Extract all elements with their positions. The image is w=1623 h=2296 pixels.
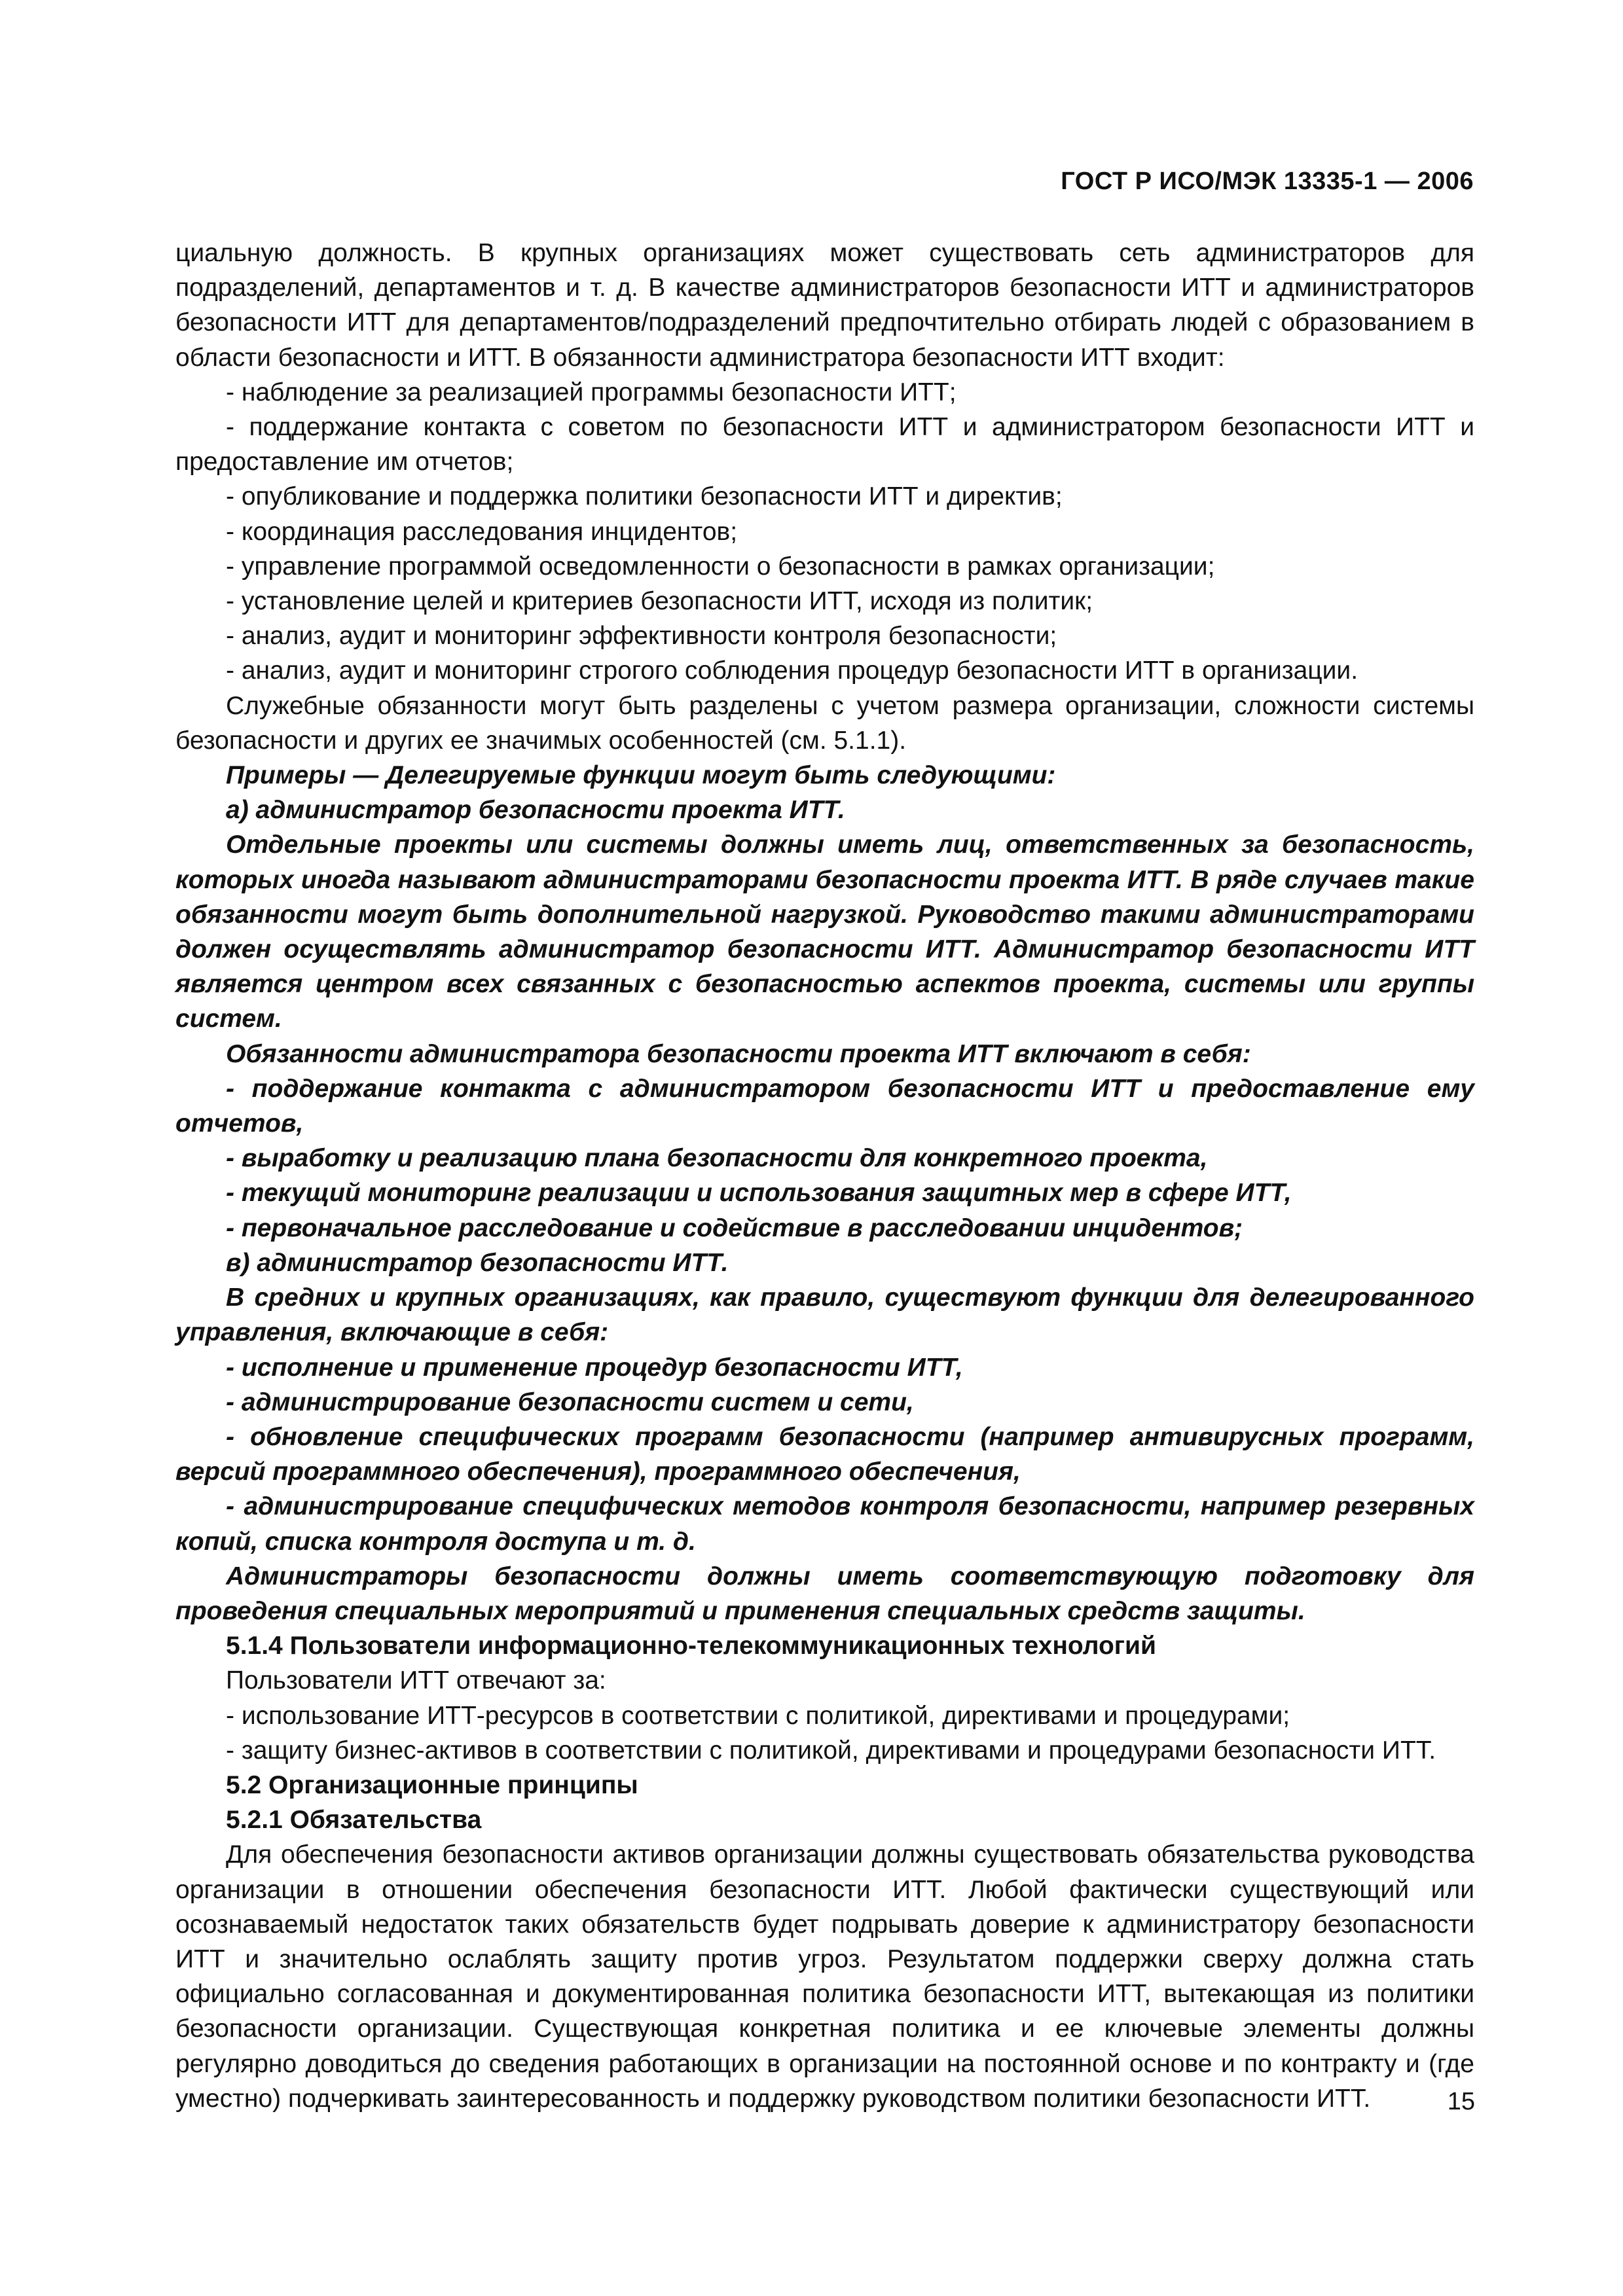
example-list-item: - исполнение и применение процедур безопасности ИТТ, — [226, 1353, 963, 1382]
example-paragraph: Обязанности администратора безопасности проекта ИТТ включают в себя: — [226, 1039, 1251, 1068]
example-item: в) администратор безопасности ИТТ. — [226, 1248, 729, 1277]
example-paragraph: В средних и крупных организациях, как правило, существуют функции для делегированного управления, включающие в себя: — [175, 1283, 1474, 1347]
example-list-item: - текущий мониторинг реализации и использования защитных мер в сфере ИТТ, — [226, 1179, 1292, 1208]
section-heading: 5.2 Организационные принципы — [226, 1770, 638, 1799]
example-list-item: - обновление специфических программ безопасности (например антивирусных программ, версий программного обеспечения), программного обеспечения, — [175, 1422, 1474, 1486]
example-paragraph: Администраторы безопасности должны иметь соответствующую подготовку для проведения специальных мероприятий и применения специальных средств защиты. — [175, 1562, 1474, 1625]
list-item: - опубликование и поддержка политики безопасности ИТТ и директив; — [226, 482, 1063, 511]
list-item: - установление целей и критериев безопасности ИТТ, исходя из политик; — [226, 587, 1093, 616]
document-body — [175, 236, 1474, 2116]
example-paragraph: Отдельные проекты или системы должны иметь лиц, ответственных за безопасность, которых иногда называют администраторами безопасности проекта ИТТ. В ряде случаев такие обязанности могут быть дополнительной нагрузкой. Руководство такими администраторами должен осуществлять администратор безопасности ИТТ. Администратор безопасности ИТТ является центром всех связанных с безопасностью аспектов проекта, системы или группы систем. — [175, 831, 1474, 1033]
example-list-item: - администрирование специфических методов контроля безопасности, например резервных копий, списка контроля доступа и т. д. — [175, 1492, 1474, 1556]
document-header: ГОСТ Р ИСО/МЭК 13335-1 — 2006 — [1061, 168, 1474, 195]
list-item: - поддержание контакта с советом по безопасности ИТТ и администратором безопасности ИТТ и предоставление им отчетов; — [175, 413, 1474, 476]
example-list-item: - первоначальное расследование и содействие в расследовании инцидентов; — [226, 1213, 1243, 1242]
example-heading: Примеры — Делегируемые функции могут быть следующими: — [226, 761, 1056, 790]
list-item: - использование ИТТ-ресурсов в соответствии с политикой, директивами и процедурами; — [226, 1701, 1290, 1730]
section-heading: 5.2.1 Обязательства — [226, 1806, 482, 1835]
example-list-item: - выработку и реализацию плана безопасности для конкретного проекта, — [226, 1144, 1208, 1173]
list-item: - анализ, аудит и мониторинг эффективности контроля безопасности; — [226, 622, 1057, 651]
paragraph: Пользователи ИТТ отвечают за: — [226, 1666, 606, 1695]
list-item: - анализ, аудит и мониторинг строгого соблюдения процедур безопасности ИТТ в организации. — [226, 656, 1359, 685]
paragraph: Для обеспечения безопасности активов организации должны существовать обязательства руководства организации в отношении обеспечения безопасности ИТТ. Любой фактически существующий или осознаваемый недостаток таких обязательств будет подрывать доверие к администратору безопасности ИТТ и значительно ослаблять защиту против угроз. Результатом поддержки сверху должна стать официально согласованная и документированная политика безопасности ИТТ, вытекающая из политики безопасности организации. Существующая конкретная политика и ее ключевые элементы должны регулярно доводиться до сведения работающих в организации на постоянной основе и по контракту и (где уместно) подчеркивать заинтересованность и поддержку руководством политики безопасности ИТТ. — [175, 1840, 1474, 2113]
list-item: - наблюдение за реализацией программы безопасности ИТТ; — [226, 378, 957, 406]
list-item: - управление программой осведомленности о безопасности в рамках организации; — [226, 552, 1215, 581]
list-item: - защиту бизнес-активов в соответствии с политикой, директивами и процедурами безопасности ИТТ. — [226, 1736, 1436, 1765]
list-item: - координация расследования инцидентов; — [226, 517, 738, 546]
example-list-item: - администрирование безопасности систем и сети, — [226, 1388, 914, 1416]
paragraph: Служебные обязанности могут быть разделены с учетом размера организации, сложности системы безопасности и других ее значимых особенностей (см. 5.1.1). — [175, 691, 1474, 755]
section-heading: 5.1.4 Пользователи информационно-телекоммуникационных технологий — [226, 1632, 1157, 1660]
example-list-item: - поддержание контакта с администратором безопасности ИТТ и предоставление ему отчетов, — [175, 1074, 1474, 1138]
example-item: а) администратор безопасности проекта ИТТ. — [226, 796, 845, 825]
paragraph: циальную должность. В крупных организациях может существовать сеть администраторов для подразделений, департаментов и т. д. В качестве администраторов безопасности ИТТ и администраторов безопасности ИТТ для департаментов/подразделений предпочтительно отбирать людей с образованием в области безопасности и ИТТ. В обязанности администратора безопасности ИТТ входит: — [175, 239, 1474, 372]
page-number: 15 — [1447, 2088, 1475, 2115]
